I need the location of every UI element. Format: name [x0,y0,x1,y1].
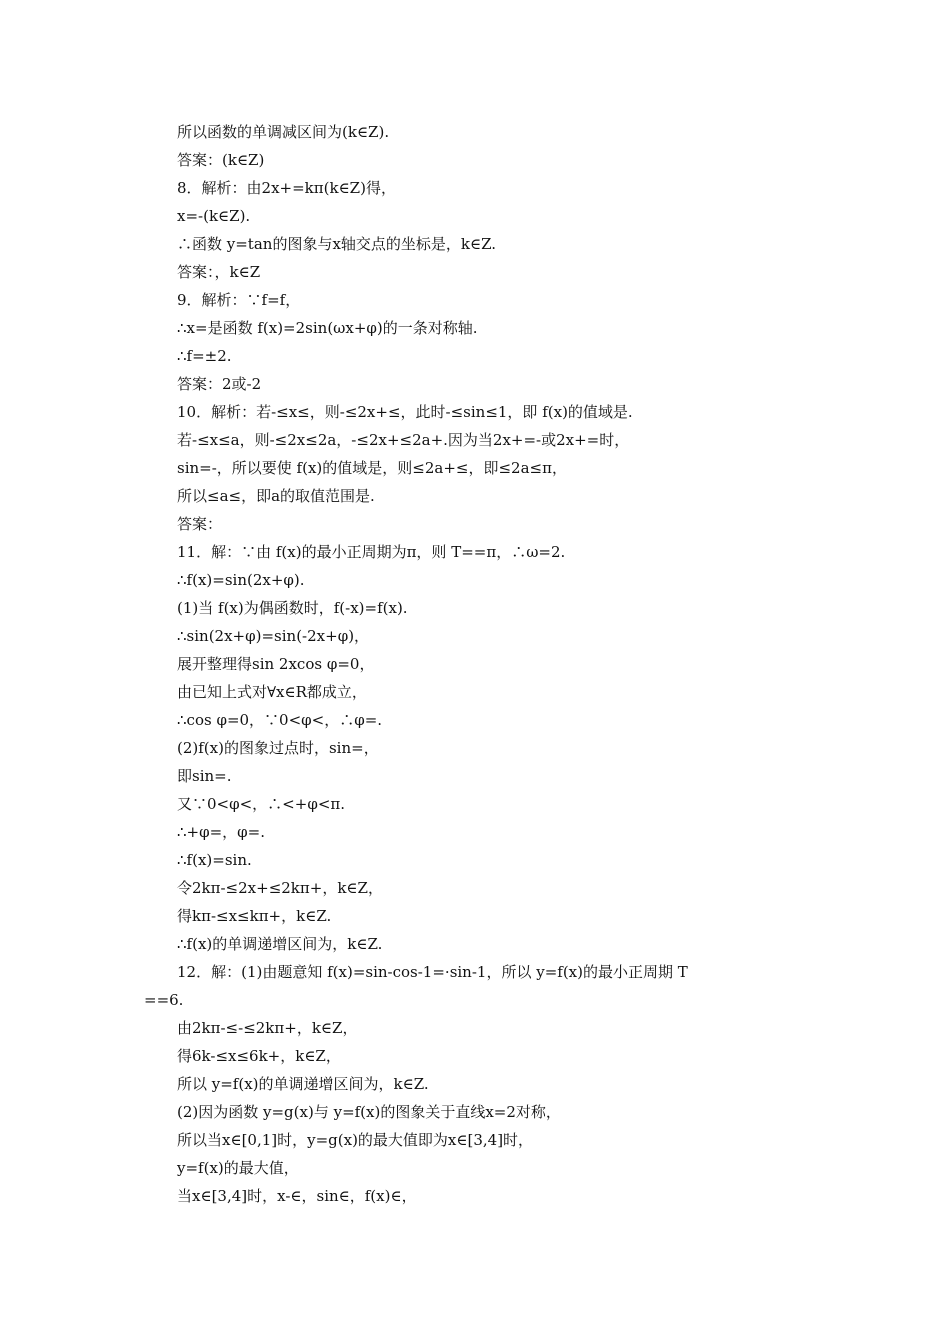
text-line: 9．解析：∵f=f， [177,291,301,309]
text-line: ∴函数 y=tan的图象与x轴交点的坐标是，k∈Z. [177,235,497,253]
text-line: 得6k-≤x≤6k+，k∈Z， [177,1047,341,1065]
text-line: 令2kπ-≤2x+≤2kπ+，k∈Z， [177,879,383,897]
text-line: 由已知上式对∀x∈R都成立， [177,683,367,701]
text-line: ∴cos φ=0，∵0<φ<，∴φ=. [177,711,383,729]
text-line: ∴f(x)=sin. [177,851,252,869]
text-line: 所以≤a≤，即a的取值范围是. [177,487,375,505]
text-line: 所以 y=f(x)的单调递增区间为，k∈Z. [177,1075,429,1093]
text-line: 当x∈[3,4]时，x-∈，sin∈，f(x)∈， [177,1187,417,1205]
text-line: (1)当 f(x)为偶函数时，f(-x)=f(x). [177,599,408,617]
text-line: ∴+φ=，φ=. [177,823,266,841]
text-line: sin=-，所以要使 f(x)的值域是，则≤2a+≤，即≤2a≤π， [177,459,567,477]
text-line: 若-≤x≤a，则-≤2x≤2a，-≤2x+≤2a+.因为当2x+=-或2x+=时， [177,431,630,449]
text-line: y=f(x)的最大值， [177,1159,299,1177]
text-line: ∴x=是函数 f(x)=2sin(ωx+φ)的一条对称轴. [177,319,478,337]
text-line: 所以当x∈[0,1]时，y=g(x)的最大值即为x∈[3,4]时， [177,1131,534,1149]
text-line: (2)f(x)的图象过点时，sin=， [177,739,379,757]
text-line: 8．解析：由2x+=kπ(k∈Z)得， [177,179,396,197]
text-line: x=-(k∈Z). [177,207,251,225]
text-line: 12．解：(1)由题意知 f(x)=sin-cos-1=·sin-1，所以 y=f(x)的最小正周期 T [177,963,688,981]
text-line: 11．解：∵由 f(x)的最小正周期为π，则 T==π，∴ω=2. [177,543,566,561]
text-line: 所以函数的单调减区间为(k∈Z). [177,123,390,141]
text-line: ∴f(x)的单调递增区间为，k∈Z. [177,935,383,953]
text-line: 答案： [177,515,223,533]
text-line: 由2kπ-≤-≤2kπ+，k∈Z， [177,1019,358,1037]
text-line: ∴f=±2. [177,347,232,365]
text-line: 又∵0<φ<，∴<+φ<π. [177,795,346,813]
text-line: 即sin=. [177,767,232,785]
text-line: 答案：，k∈Z [177,263,261,281]
text-line: ∴sin(2x+φ)=sin(-2x+φ)， [177,627,370,645]
text-line: 答案：2或-2 [177,375,262,393]
text-line: 展开整理得sin 2xcos φ=0， [177,655,375,673]
text-line: ∴f(x)=sin(2x+φ). [177,571,305,589]
text-line: (2)因为函数 y=g(x)与 y=f(x)的图象关于直线x=2对称， [177,1103,561,1121]
text-line: ==6. [144,991,184,1009]
text-line: 得kπ-≤x≤kπ+，k∈Z. [177,907,332,925]
text-line: 10．解析：若-≤x≤，则-≤2x+≤，此时-≤sin≤1，即 f(x)的值域是. [177,403,633,421]
text-line: 答案：(k∈Z) [177,151,265,169]
